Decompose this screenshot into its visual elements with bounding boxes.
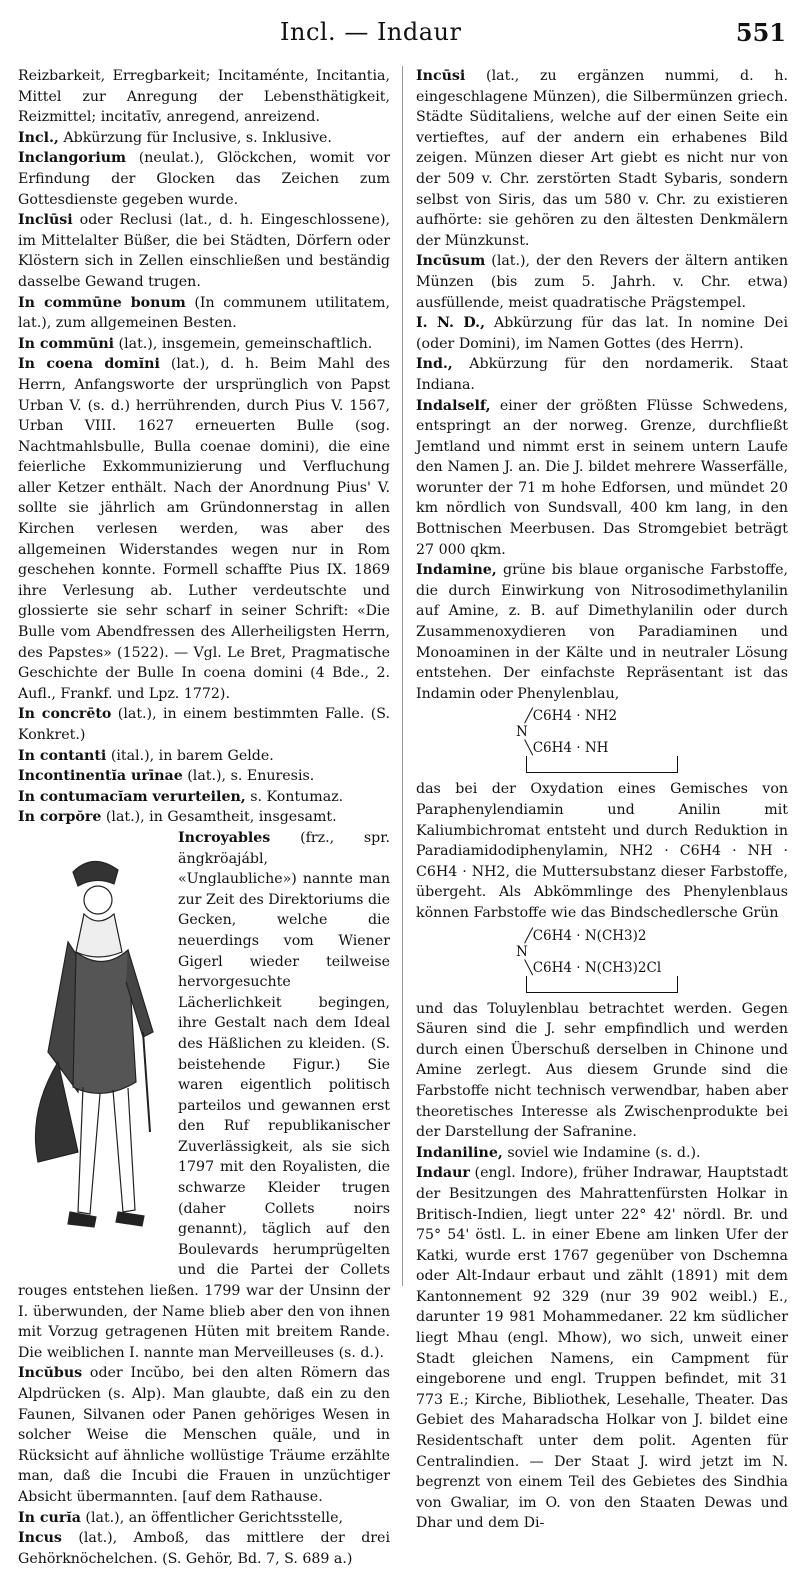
formula-line: N <box>516 724 528 741</box>
entry <box>416 313 788 354</box>
entry <box>18 128 390 149</box>
entry-headword: Indalself, <box>416 397 491 414</box>
entry-text: (lat., zu ergänzen nummi, d. h. eingeschlagene Münzen), die Silbermünzen griech. Städte Süditaliens, welche auf der einen Seite ein vertieftes, auf der andern ein erhabenes Bild zeigen. Münzen dieser Art giebt es nicht nur von der 509 v. Chr. zerstörten Stadt Sybaris, sondern selbst von Siris, das um 580 v. Chr. zu existieren aufhörte: sie gehören zu den ältesten Denkmälern der Münzkunst. <box>416 68 788 249</box>
entry-text: (lat.), in einem bestimmten Falle. (S. Konkret.) <box>18 706 390 743</box>
entry-headword: In concrēto <box>18 706 112 723</box>
entry <box>18 148 390 210</box>
entry-headword: Incontinentĭa urīnae <box>18 768 183 785</box>
formula-line: N <box>516 943 528 960</box>
formula-line: ╲C6H4 · N(CH3)2Cl <box>516 959 662 976</box>
entry-headword: Incroyables <box>178 829 271 846</box>
formula-line: ╲C6H4 · NH <box>516 740 609 757</box>
entry-text: oder Incŭbo, bei den alten Römern das Alpdrücken (s. Alp). Man glaubte, daß ein zu den Faunen, Silvanen oder Panen gehöriges Wesen in solcher Weise die Menschen quäle, und in Rücksicht auf ähnliche wollüstige Träume erzählte man, daß die Incubi die Frauen in unzüchtiger Absicht übermannten. [auf dem Rathause. <box>18 1365 390 1505</box>
right-column <box>416 66 788 1534</box>
entry-headword: In contumacĭam verurteilen, <box>18 788 246 805</box>
entry-text: Abkürzung für das lat. In nomine Dei (oder Domini), im Namen Gottes (des Herrn). <box>416 315 788 352</box>
entry-incroyables <box>18 828 390 1363</box>
page-header <box>0 10 800 50</box>
entry-headword: Indaniline, <box>416 1144 503 1161</box>
entry-text: (lat.), d. h. Beim Mahl des Herrn, Anfangsworte der ursprünglich von Papst Urban V. (s. d.) herrührenden, durch Pius V. 1567, Urban VIII. 1627 erneuerten Bulle (sog. Nachtmahlsbulle, Bulla coenae domini), die eine feierliche Exkommunizierung und Verfluchung aller Ketzer enthält. Nach der Anordnung Pius' V. sollte sie jährlich am Gründonnerstag in allen Kirchen verlesen werden, was aber des allgemeinen Widerstandes wegen nur in Rom geschehen konnte. Formell schaffte Pius IX. 1869 ihre Verlesung ab. Luther verdeutschte und glossierte sie sehr scharf in seiner Schrift: «Die Bulle vom Abendfressen des Allerheiligsten Herrn, des Papstes» (1522). — Vgl. Le Bret, Pragmatische Geschichte der Bulle In coena domini (4 Bde., 2. Aufl., Frankf. und Lpz. 1772). <box>18 356 390 702</box>
entry-headword: In commūni <box>18 335 115 352</box>
entry-headword: I. N. D., <box>416 315 486 332</box>
entry-headword: Indamine, <box>416 562 497 579</box>
entry-text: (ital.), in barem Gelde. <box>106 747 274 764</box>
entry-headword: Indaur <box>416 1165 470 1182</box>
entry <box>18 807 390 828</box>
entry <box>416 396 788 561</box>
formula-bracket <box>526 756 678 773</box>
entry-text: Abkürzung für Inclusive, s. Inklusive. <box>58 129 332 146</box>
entry-text-continued: und das Toluylenblau betrachtet werden. Gegen Säuren sind die J. sehr empfindlich und werden durch einen Überschuß derselben in Chinone und Amine zerlegt. Aus diesem Grunde sind die Farbstoffe nicht technisch verwendbar, haben aber theoretisches Interesse als Zwischenprodukte bei der Darstellung der Safranine. <box>416 1000 788 1141</box>
entry-continuation: Reizbarkeit, Erregbarkeit; Incitaménte, Incitantia, Mittel zur Anregung der Lebensthätigkeit, Reizmittel; incitatīv, anregend, anreizend. <box>18 68 390 126</box>
entry-headword: Incŭbus <box>18 1365 83 1382</box>
entry-text: (lat.), s. Enuresis. <box>182 768 315 785</box>
entry-headword: In commūne bonum <box>18 294 186 311</box>
formula-line: ╱C6H4 · NH2 <box>516 708 618 725</box>
entry-text: oder Reclusi (lat., d. h. Eingeschlossene), im Mittelalter Büßer, die bei Städten, Dörfern oder Klöstern sich in Zellen einschließen und beständig dasselbe Gewand trugen. <box>18 212 390 290</box>
entry-text: (engl. Indore), früher Indrawar, Hauptstadt der Besitzungen des Mahrattenfürsten Holkar in Britisch-Indien, liegt unter 22° 42' nördl. Br. und 75° 54' östl. L. in einer Ebene am linken Ufer der Katki, wurde erst 1767 gegenüber von Dschemna oder Alt-Indaur erbaut und zählt (1891) mit dem Kantonnement 92 329 (nur 39 902 weibl.) E., darunter 19 981 Mohammedaner. 22 km südlicher liegt Mhau (engl. Mhow), wo sich, unweit einer Stadt gleichen Namens, ein Campment für eingeborene und engl. Truppen befindet, mit 31 773 E.; Kirche, Bibliothek, Lesehalle, Theater. Das Gebiet des Maharadscha Holkar von J. bildet eine Residentschaft unter dem polit. Agenten für Centralindien. — Der Staat J. wird jetzt im N. begrenzt von einem Teil des Gebietes des Sindhia von Gwaliar, im O. von den Staaten Dewas und Dhar und dem Di- <box>416 1165 788 1532</box>
entry-text: s. Kontumaz. <box>245 788 344 805</box>
entry-text: (lat.), in Gesamtheit, insgesamt. <box>101 809 337 826</box>
entry <box>416 354 788 395</box>
entry <box>18 354 390 704</box>
incroyable-illustration <box>18 832 168 1272</box>
entry-text: (lat.), an öffentlicher Gerichtsstelle, <box>80 1509 343 1526</box>
entry-headword: In curĭa <box>18 1509 81 1526</box>
chemical-formula-bindschedler <box>516 928 788 993</box>
chemical-formula-phenylenblau <box>516 708 788 773</box>
entry-text: (lat.), der den Revers der ältern antiken Münzen (bis zum 5. Jahrh. v. Chr. etwa) ausfüllende, meist quadratische Prägstempel. <box>416 253 788 311</box>
formula-line: ╱C6H4 · N(CH3)2 <box>516 927 647 944</box>
entry-text: (lat.), insgemein, gemeinschaftlich. <box>114 335 373 352</box>
entry-headword: Incl., <box>18 129 59 146</box>
entry-text: (frz., spr. ängkröajábl, «Unglaubliche») nannte man zur Zeit des Direktoriums die Gecken, welche die neuerdings vom Wiener Gigerl wieder teilweise hervorgesuchte Lächerlichkeit begingen, ihre Gestalt nach dem Ideal des Häßlichen zu kleiden. (S. beistehende Figur.) Sie waren eigentlich politisch parteilos und gewannen erst den Ruf republikanischer Zuverlässigkeit, als sie sich 1797 mit den Royalisten, die schwarze Kleider trugen (daher Collets noirs genannt), täglich auf den Boulevards herumprügelten und die Partei der Collets rouges entstehen ließen. 1799 war der Unsinn der I. überwunden, der Name blieb aber den von ihnen mit Vorzug getragenen Hüten mit breitem Rande. Die weiblichen I. nannte man Merveilleuses (s. d.). <box>18 829 390 1361</box>
entry <box>18 766 390 787</box>
entry <box>18 1528 390 1569</box>
entry <box>416 1163 788 1534</box>
column-divider <box>402 66 403 1286</box>
entry <box>18 787 390 808</box>
entry <box>416 251 788 313</box>
entry-headword: Incūsum <box>416 253 486 270</box>
entry <box>18 334 390 355</box>
entry <box>416 560 788 704</box>
entry <box>18 1508 390 1529</box>
entry-text: einer der größten Flüsse Schwedens, entspringt an der norweg. Grenze, durchfließt Jemtland und nimmt erst in seinem untern Laufe den Namen J. an. Die J. bildet mehrere Wasserfälle, worunter der 71 m hohe Edforsen, und mündet 20 km nördlich von Sundsvall, 400 km lang, in den Bottnischen Meerbusen. Das Stromgebiet beträgt 27 000 qkm. <box>416 397 788 558</box>
entry <box>18 293 390 334</box>
entry <box>18 704 390 745</box>
running-head: Incl. — Indaur <box>280 18 462 46</box>
entry-headword: In contanti <box>18 747 107 764</box>
entry-text: soviel wie Indamine (s. d.). <box>502 1144 701 1161</box>
left-column <box>18 66 390 1569</box>
entry-headword: Incūsi <box>416 68 466 84</box>
page-number: 551 <box>735 18 786 47</box>
formula-bracket <box>526 976 678 993</box>
entry-text-continued: das bei der Oxydation eines Gemisches von Paraphenylendiamin und Anilin mit Kaliumbichromat entsteht und durch Reduktion in Paradiamidodiphenylamin, NH2 · C6H4 · NH · C6H4 · NH2, die Muttersubstanz dieser Farbstoffe, übergeht. Als Abkömmlinge des Phenylenblaus können Farbstoffe wie das Bindschedlersche Grün <box>416 781 788 921</box>
entry-headword: In corpŏre <box>18 809 102 826</box>
entry-headword: Incus <box>18 1530 62 1547</box>
entry-text: (In communem utilitatem, lat.), zum allgemeinen Besten. <box>18 294 390 332</box>
entry-headword: Inclangorium <box>18 150 127 167</box>
entry <box>416 66 788 251</box>
entry-headword: Inclūsi <box>18 212 73 229</box>
entry-text: (neulat.), Glöckchen, womit vor Erfindung der Glocken das Zeichen zum Gottesdienste gegeben wurde. <box>18 150 390 208</box>
entry-text: (lat.), Amboß, das mittlere der drei Gehörknöchelchen. (S. Gehör, Bd. 7, S. 689 a.) <box>18 1530 390 1567</box>
entry-text: grüne bis blaue organische Farbstoffe, die durch Einwirkung von Nitrosodimethylanilin auf Amine, z. B. auf Dimethylanilin oder durch Zusammenoxydieren von Paradiaminen und Monoaminen in der Kälte und in neutraler Lösung entstehen. Der einfachste Repräsentant ist das Indamin oder Phenylenblau, <box>416 562 788 702</box>
entry-headword: Ind., <box>416 356 453 373</box>
entry <box>18 746 390 767</box>
entry <box>416 1143 788 1164</box>
entry <box>18 1363 390 1507</box>
entry-headword: In coena domĭni <box>18 356 160 373</box>
entry-text: Abkürzung für den nordamerik. Staat Indiana. <box>416 356 788 393</box>
entry <box>18 210 390 292</box>
